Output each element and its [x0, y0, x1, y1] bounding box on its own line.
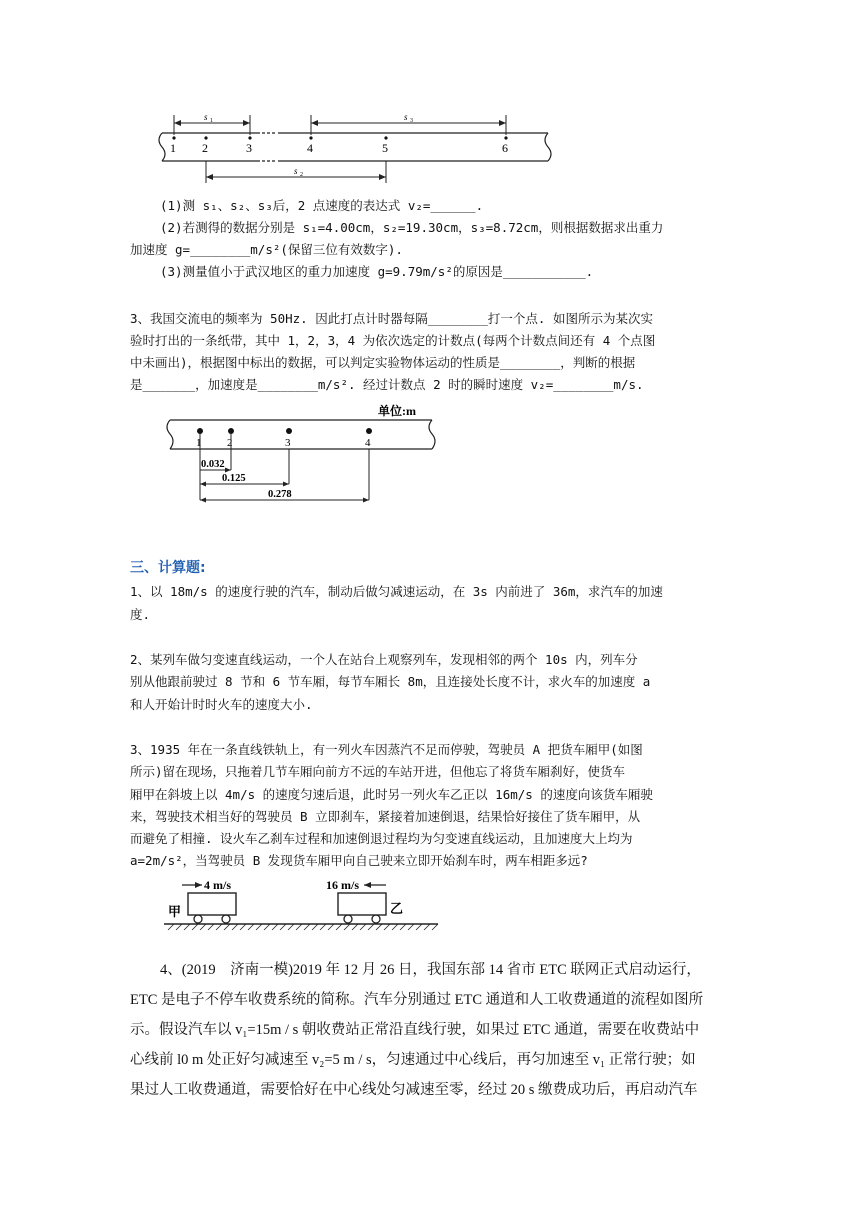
tape-figure-units-m	[160, 398, 442, 510]
tape2-point-4: 4	[365, 437, 371, 449]
calc-q4-line4: 心线前 l0 m 处正好匀减速至 v₂=5 m / s，匀速通过中心线后，再匀加速至 v₁ 正常行驶；如	[130, 1052, 696, 1068]
s3-sub: 3	[410, 118, 413, 124]
calc-q3-line3: 厢甲在斜坡上以 4m/s 的速度匀速后退，此时另一列火车乙正以 16m/s 的速度向该货车厢驶	[130, 787, 653, 802]
q3-line2: 验时打出的一条纸带，其中 1，2，3，4 为依次选定的计数点(每两个计数点间还有 4 个点图	[130, 333, 656, 348]
calc-q3-line4: 来，驾驶技术相当好的驾驶员 B 立即刹车，紧接着加速倒退，结果恰好接住了货车厢甲，从	[130, 809, 641, 824]
s3-label: s	[404, 112, 408, 122]
section-heading-calculation: 三、计算题:	[130, 560, 206, 576]
calc-q4-line5: 果过人工收费通道，需要恰好在中心线处匀减速至零，经过 20 s 缴费成功后，再启动汽车	[130, 1082, 698, 1098]
calc-q1-line1: 1、以 18m/s 的速度行驶的汽车，制动后做匀减速运动，在 3s 内前进了 36m，求汽车的加速	[130, 584, 663, 599]
q3-line4: 是_______，加速度是________m/s². 经过计数点 2 时的瞬时速度 v₂=________m/s.	[130, 377, 644, 392]
prev-q-part3: (3)测量值小于武汉地区的重力加速度 g=9.79m/s²的原因是___________.	[160, 264, 594, 279]
calc-q4-line1: 4、(2019 济南一模)2019 年 12 月 26 日，我国东部 14 省市 ETC 联网正式启动运行，	[160, 962, 701, 978]
car-yi-velocity: 16 m/s	[326, 878, 359, 892]
calc-q1-line2: 度.	[130, 607, 151, 622]
s1-sub: 1	[210, 118, 213, 124]
tape-point-4: 4	[307, 141, 313, 155]
calc-q2-line1: 2、某列车做匀变速直线运动，一个人在站台上观察列车，发现相邻的两个 10s 内，列车分	[130, 652, 638, 667]
calc-q4-line3: 示。假设汽车以 v₁=15m / s 朝收费站正常沿直线行驶，如果过 ETC 通道，需要在收费站中	[130, 1022, 700, 1038]
q3-line1: 3、我国交流电的频率为 50Hz. 因此打点计时器每隔________打一个点. 如图所示为某次实	[130, 311, 653, 326]
tape-figure-s1-s2-s3	[150, 105, 560, 187]
tape-point-6: 6	[502, 141, 508, 155]
unit-label: 单位:m	[378, 404, 416, 418]
tape2-point-3: 3	[285, 437, 291, 449]
car-yi-label: 乙	[390, 901, 404, 916]
s1-label: s	[204, 112, 208, 122]
tape2-point-1: 1	[196, 437, 202, 449]
distance-1-4: 0.278	[268, 489, 292, 500]
prev-q-part2-line2: 加速度 g=________m/s²(保留三位有效数字).	[130, 242, 403, 257]
calc-q3-line2: 所示)留在现场，只拖着几节车厢向前方不远的车站开进，但他忘了将货车厢刹好，使货车	[130, 764, 626, 779]
calc-q2-line2: 别从他跟前驶过 8 节和 6 节车厢，每节车厢长 8m，且连接处长度不计，求火车的加速度 a	[130, 674, 651, 689]
car-jia-velocity: 4 m/s	[204, 878, 231, 892]
calc-q3-line5: 而避免了相撞. 设火车乙刹车过程和加速倒退过程均为匀变速直线运动，且加速度大上均为	[130, 831, 633, 846]
tape-point-2: 2	[202, 141, 208, 155]
distance-1-2: 0.032	[201, 459, 225, 470]
calc-q2-line3: 和人开始计时时火车的速度大小.	[130, 697, 313, 712]
calc-q4-line2: ETC 是电子不停车收费系统的简称。汽车分别通过 ETC 通道和人工收费通道的流程如图所	[130, 992, 704, 1008]
distance-1-3: 0.125	[222, 473, 246, 484]
s2-sub: 2	[300, 172, 303, 178]
tape-point-3: 3	[246, 141, 252, 155]
q3-line3: 中未画出)，根据图中标出的数据，可以判定实验物体运动的性质是________，判断的根据	[130, 355, 636, 370]
prev-q-part1: (1)测 s₁、s₂、s₃后，2 点速度的表达式 v₂=______.	[160, 198, 484, 213]
tape-point-5: 5	[382, 141, 388, 155]
calc-q3-line6: a=2m/s²，当驾驶员 B 发现货车厢甲向自己驶来立即开始刹车时，两车相距多远?	[130, 853, 588, 868]
calc-q3-line1: 3、1935 年在一条直线铁轨上，有一列火车因蒸汽不足而停驶，驾驶员 A 把货车厢甲(如图	[130, 742, 643, 757]
prev-q-part2-line1: (2)若测得的数据分别是 s₁=4.00cm，s₂=19.30cm，s₃=8.72cm，则根据数据求出重力	[160, 220, 664, 235]
tape2-point-2: 2	[227, 437, 233, 449]
rail-cars-figure	[160, 875, 445, 935]
s2-label: s	[294, 166, 298, 176]
car-jia-label: 甲	[168, 904, 182, 919]
tape-point-1: 1	[170, 141, 176, 155]
